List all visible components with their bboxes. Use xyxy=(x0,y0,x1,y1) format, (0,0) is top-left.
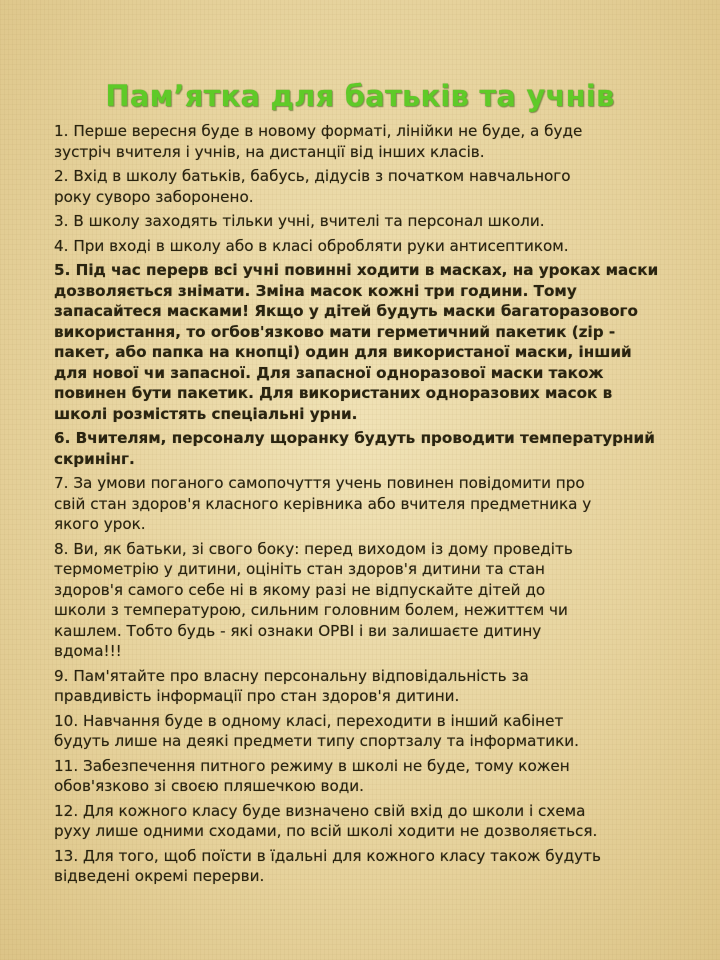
memo-item-9: 9. Пам'ятайте про власну персональну відповідальність за правдивість інформації про стан здоров'я дитини. xyxy=(54,666,529,705)
memo-list xyxy=(54,121,686,891)
memo-item-13: 13. Для того, щоб поїсти в їдальні для кожного класу також будуть відведені окремі перерви. xyxy=(54,846,601,885)
memo-item-2: 2. Вхід в школу батьків, бабусь, дідусів з початком навчального року суворо заборонено. xyxy=(54,167,571,206)
memo-item-4: 4. При вході в школу або в класі обробляти руки антисептиком. xyxy=(54,236,569,255)
memo-item-6: 6. Вчителям, персоналу щоранку будуть проводити температурний скринінг. xyxy=(54,429,655,468)
memo-item-12: 12. Для кожного класу буде визначено свій вхід до школи і схема руху лише одними сходами, по всій школі ходити не дозволяється. xyxy=(54,801,598,840)
page-title: Пам’ятка для батьків та учнів xyxy=(105,79,615,113)
memo-item-7: 7. За умови поганого самопочуття учень повинен повідомити про свій стан здоров'я класного керівника або вчителя предметника у якого урок. xyxy=(54,474,592,533)
memo-item-1: 1. Перше вересня буде в новому форматі, лінійки не буде, а буде зустріч вчителя і учнів, на дистанції від інших класів. xyxy=(54,122,583,161)
memo-item-8: 8. Ви, як батьки, зі свого боку: перед виходом із дому проведіть термометрію у дитини, оцініть стан здоров'я дитини та стан здоров'я самого себе ні в якому разі не відпускайте дітей до школи з температурою, сильним головним болем, нежиттєм чи кашлем. Тобто будь - які ознаки ОРВІ і ви залишаєте дитину вдома!!! xyxy=(54,539,573,660)
memo-item-3: 3. В школу заходять тільки учні, вчителі та персонал школи. xyxy=(54,212,545,230)
memo-item-5: 5. Під час перерв всі учні повинні ходити в масках, на уроках маски дозволяється знімати. Зміна масок кожні три години. Тому запасайтеся масками! Якщо у дітей будуть маски багаторазового використання, то огбов'язково мати герметичний пакетик (zip - пакет, або папка на кнопці) один для використаної маски, інший для нової чи запасної. Для запасної одноразової маски також повинен бути пакетик. Для використаних одноразових масок в школі розмістять спеціальні урни. xyxy=(54,261,659,423)
memo-item-11: 11. Забезпечення питного режиму в школі не буде, тому кожен обов'язково зі своєю пляшечкою води. xyxy=(54,756,570,795)
memo-item-10: 10. Навчання буде в одному класі, переходити в інший кабінет будуть лише на деякі предмети типу спортзалу та інформатики. xyxy=(54,711,579,750)
